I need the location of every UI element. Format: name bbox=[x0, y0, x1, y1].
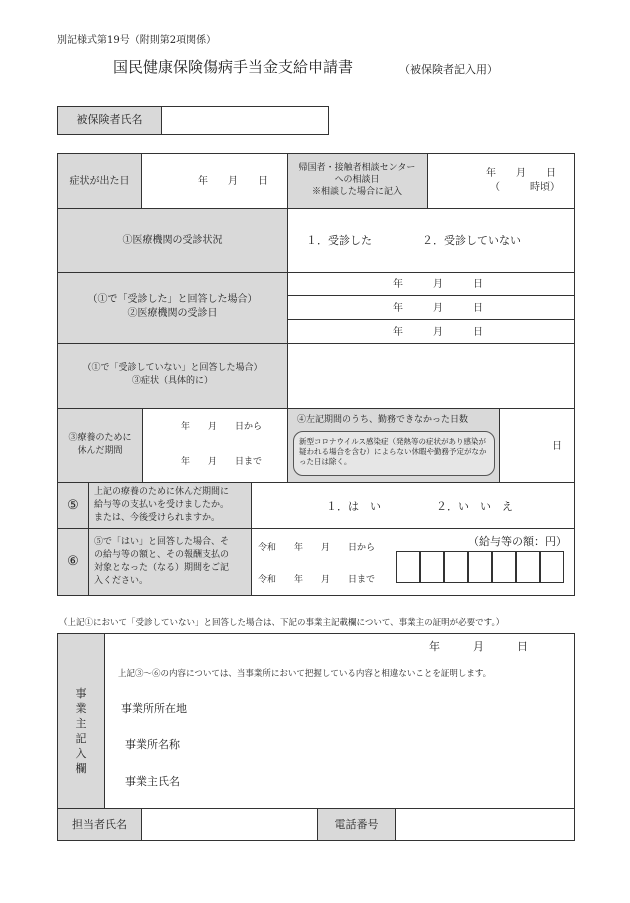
q4-label-2: 休んだ期間 bbox=[77, 446, 123, 456]
employer-side-label bbox=[58, 686, 104, 776]
amount-digit-cell[interactable] bbox=[444, 551, 468, 583]
q5-number: ⑤ bbox=[67, 498, 79, 513]
q6-text-4: 入ください。 bbox=[94, 576, 149, 586]
form-title: 国民健康保険傷病手当金支給申請書 bbox=[113, 58, 354, 76]
q1-option-not-visited[interactable]: ２．受診していない bbox=[422, 234, 521, 247]
employer-side-char: 主 bbox=[75, 717, 87, 730]
q2-date-2[interactable]: 年 月 日 bbox=[393, 303, 483, 314]
employer-side-char: 記 bbox=[75, 732, 87, 745]
q3-symptoms-field[interactable] bbox=[288, 344, 574, 408]
staff-name-field[interactable] bbox=[142, 809, 317, 840]
q5-text-1: 上記の療養のために休んだ期間に bbox=[94, 487, 230, 497]
phone-field[interactable] bbox=[396, 809, 574, 840]
amount-digit-cell[interactable] bbox=[492, 551, 516, 583]
center-time-field[interactable]: （ 時頃） bbox=[490, 182, 560, 193]
employer-side-char: 入 bbox=[75, 747, 87, 760]
form-number: 別記様式第19号（附則第2項関係） bbox=[57, 35, 217, 46]
q6-number: ⑥ bbox=[67, 554, 79, 569]
q5-option-no[interactable]: ２．い い え bbox=[436, 500, 513, 513]
q6-amount-label: （給与等の額：円） bbox=[468, 535, 567, 548]
center-label-1: 帰国者・接触者相談センター bbox=[298, 163, 416, 173]
q4-days-field[interactable]: 日 bbox=[552, 441, 562, 452]
center-date-field[interactable]: 年 月 日 bbox=[486, 168, 556, 179]
q4-note: 新型コロナウイルス感染症（発熱等の症状があり感染が疑われる場合を含む）によらない休暇や勤務予定がなかった日は除く。 bbox=[299, 437, 487, 467]
amount-digit-cell[interactable] bbox=[540, 551, 564, 583]
q2-date-3[interactable]: 年 月 日 bbox=[393, 327, 483, 338]
q4-from-date[interactable]: 年 月 日から bbox=[181, 422, 263, 432]
q6-from-date[interactable]: 令和 年 月 日から bbox=[258, 543, 376, 553]
q2-label-2: ②医療機関の受診日 bbox=[127, 308, 218, 319]
q1-label: ①医療機関の受診状況 bbox=[122, 235, 223, 246]
q6-text-3: 対象となった（なる）期間をご記 bbox=[94, 563, 230, 573]
center-label-2: への相談日 bbox=[334, 175, 380, 185]
q6-to-date[interactable]: 令和 年 月 日まで bbox=[258, 575, 376, 585]
q2-label-1: （①で「受診した」と回答した場合） bbox=[87, 294, 258, 305]
q4-sub-label: ④左記期間のうち、勤務できなかった日数 bbox=[297, 415, 469, 425]
insured-name-label: 被保険者氏名 bbox=[76, 113, 143, 126]
amount-digit-cell[interactable] bbox=[420, 551, 444, 583]
q4-label-1: ③療養のために bbox=[68, 433, 132, 443]
staff-name-label: 担当者氏名 bbox=[72, 818, 127, 831]
amount-digit-cell[interactable] bbox=[516, 551, 540, 583]
phone-label: 電話番号 bbox=[334, 818, 379, 831]
center-note: ※相談した場合に記入 bbox=[311, 187, 402, 197]
amount-digit-cell[interactable] bbox=[396, 551, 420, 583]
symptom-date-label: 症状が出た日 bbox=[69, 176, 130, 187]
q5-text-2: 給与等の支払いを受けましたか。 bbox=[94, 500, 230, 510]
employer-notice: （上記①において「受診していない」と回答した場合は、下記の事業主記載欄について、事業主の証明が必要です。） bbox=[59, 618, 505, 628]
q6-text-2: の給与等の額と、その報酬支払の bbox=[94, 550, 230, 560]
q6-text-1: ⑤で「はい」と回答した場合、そ bbox=[94, 537, 230, 547]
employer-side-char: 業 bbox=[75, 702, 87, 715]
q2-date-1[interactable]: 年 月 日 bbox=[393, 279, 483, 290]
q5-text-3: または、今後受けられますか。 bbox=[94, 513, 221, 523]
form-subtitle: （被保険者記入用） bbox=[399, 63, 498, 76]
employer-date-field[interactable]: 年 月 日 bbox=[429, 640, 528, 653]
employer-side-char: 欄 bbox=[75, 762, 87, 775]
q3-label-1: （①で「受診していない」と回答した場合） bbox=[82, 363, 263, 373]
insured-name-field[interactable] bbox=[161, 106, 329, 135]
employer-owner-label: 事業主氏名 bbox=[125, 775, 180, 788]
q5-option-yes[interactable]: １．は い bbox=[326, 500, 381, 513]
q3-label-2: ③症状（具体的に） bbox=[131, 376, 213, 386]
employer-name-label: 事業所名称 bbox=[125, 738, 180, 751]
amount-digit-cell[interactable] bbox=[468, 551, 492, 583]
symptom-date-field[interactable]: 年 月 日 bbox=[198, 176, 268, 187]
employer-address-label: 事業所所在地 bbox=[121, 702, 187, 715]
q4-to-date[interactable]: 年 月 日まで bbox=[181, 457, 263, 467]
employer-certify-text: 上記③～⑥の内容については、当事業所において把握している内容と相違ないことを証明します。 bbox=[118, 669, 492, 679]
employer-side-char: 事 bbox=[75, 687, 87, 700]
q1-option-visited[interactable]: １．受診した bbox=[306, 234, 372, 247]
